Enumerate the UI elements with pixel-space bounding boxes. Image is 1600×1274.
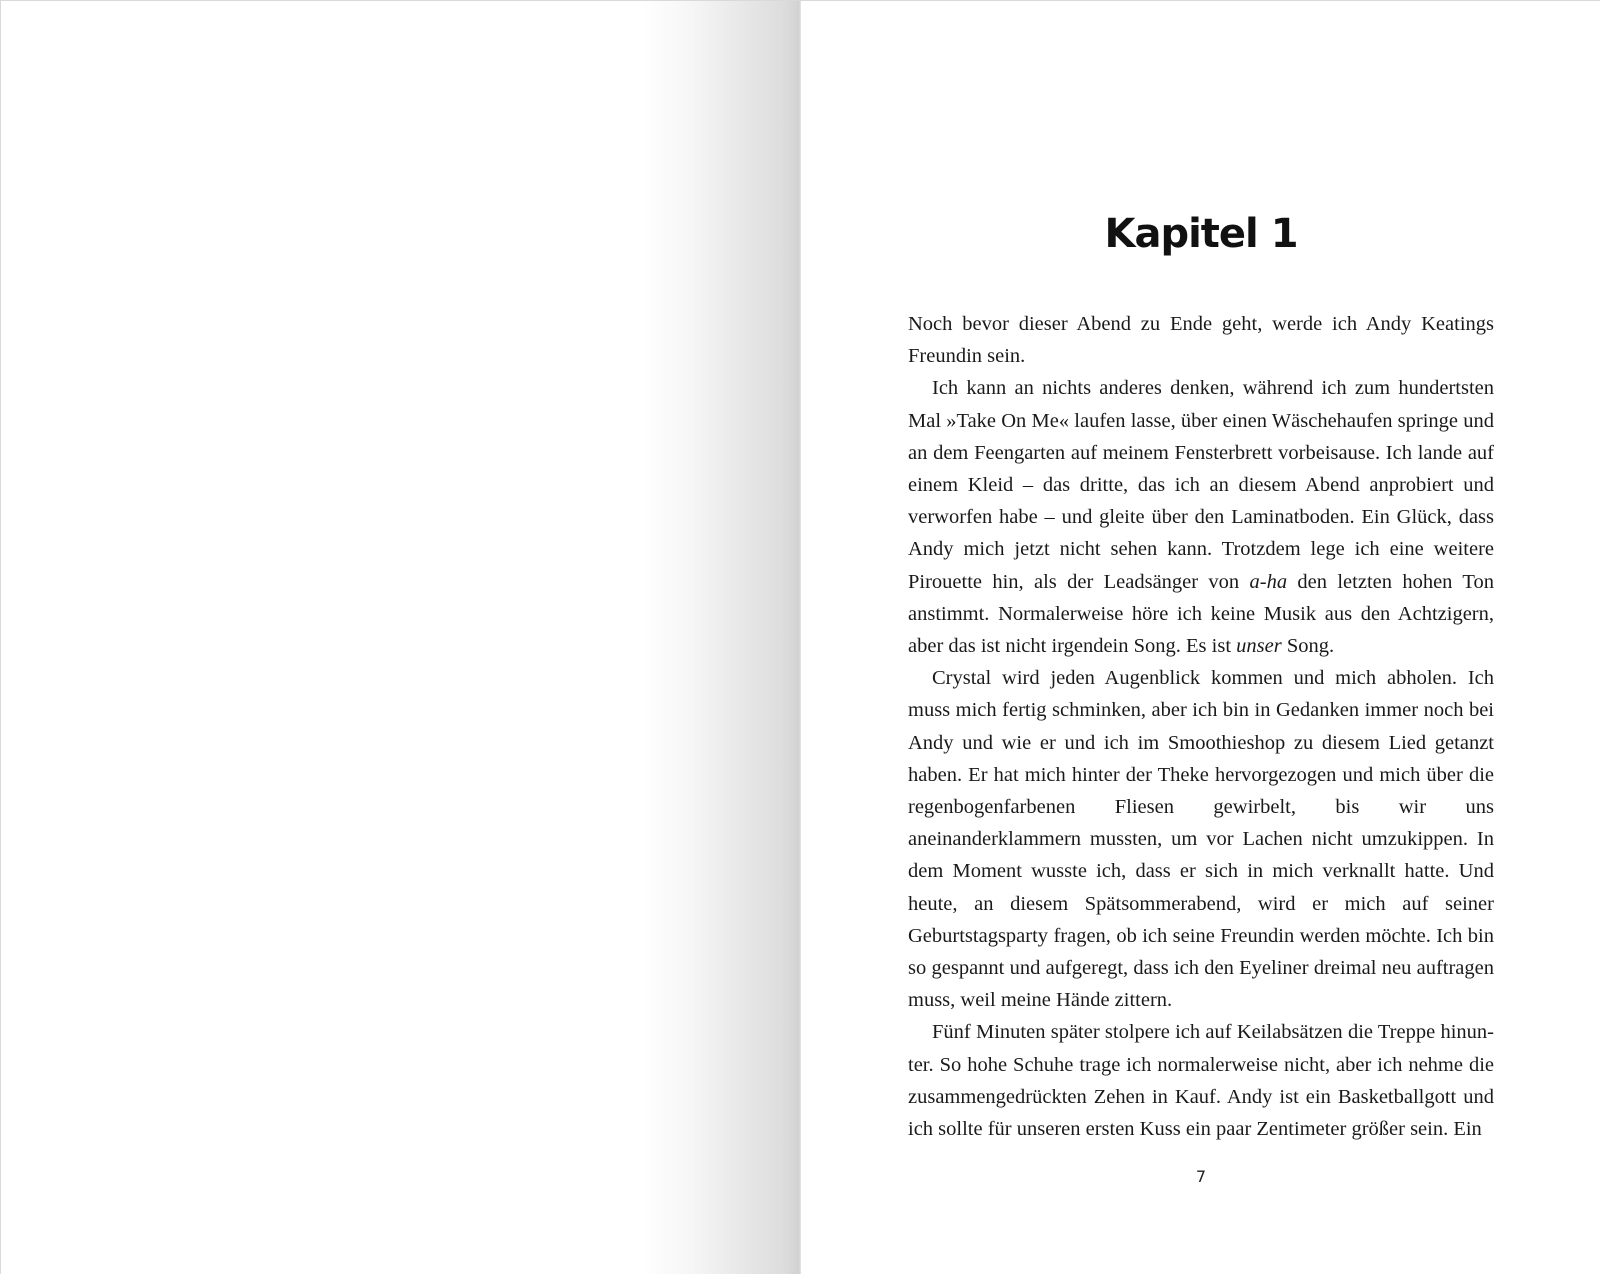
paragraph-2-emphasis: unser [1236,635,1282,658]
right-page [801,1,1600,1274]
page-number: 7 [1195,1167,1207,1186]
paragraph-2-text-after: Song. [1281,635,1335,658]
paragraph-4: Fünf Minuten später stolpere ich auf Keilabsätzen die Treppe hinunter. So hohe Schuhe trage ich normalerweise nicht, aber ich nehme die zusammengedrückten Zehen in Kauf. Andy ist ein Basketballgott und ich sollte für unseren ersten Kuss ein paar Zentimeter größer sein. Ein [908,1021,1494,1141]
chapter-body [908,308,1494,1145]
paragraph-2 [908,372,1494,662]
paragraph-1: Noch bevor dieser Abend zu Ende geht, werde ich Andy Keatings Freundin sein. [908,313,1494,368]
paragraph-3: Crystal wird jeden Augenblick kommen und mich abholen. Ich muss mich fertig schminken, aber ich bin in Gedanken immer noch bei Andy und wie er und ich im Smoothieshop zu diesem Lied getanzt haben. Er hat mich hinter der Theke hervorgezogen und mich über die regenbogenfarbenen Fliesen gewirbelt, bis wir uns aneinanderklammern mussten, um vor Lachen nicht umzukippen. In dem Moment wusste ich, dass er sich in mich verknallt hatte. Und heute, an diesem Spätsommerabend, wird er mich auf seiner Geburtstagsparty fragen, ob ich seine Freundin werden möchte. Ich bin so gespannt und aufgeregt, dass ich den Eyeliner dreimal neu auftragen muss, weil meine Hände zittern. [908,667,1494,1012]
paragraph-2-text-before: Ich kann an nichts anderes denken, während ich zum hundertsten Mal »Take On Me« laufen lasse, über einen Wäschehaufen springe und an dem Feengarten auf meinem Fensterbrett vorbeisause. Ich lande auf einem Kleid – das dritte, das ich an diesem Abend anprobiert und verworfen habe – und gleite über den Laminatboden. Ein Glück, dass Andy mich jetzt nicht sehen kann. Trotzdem lege ich eine weitere Pirouette hin, als der Leadsänger von [908,377,1494,593]
left-page-blank [1,1,801,1274]
chapter-title: Kapitel 1 [1104,211,1298,257]
paragraph-2-text-middle: den letzten hohen Ton anstimmt. Normalerweise höre ich keine Musik aus den Achtzigern, aber das ist nicht irgendein Song. Es ist [908,570,1494,658]
paragraph-2-band-name: a-ha [1249,570,1288,593]
